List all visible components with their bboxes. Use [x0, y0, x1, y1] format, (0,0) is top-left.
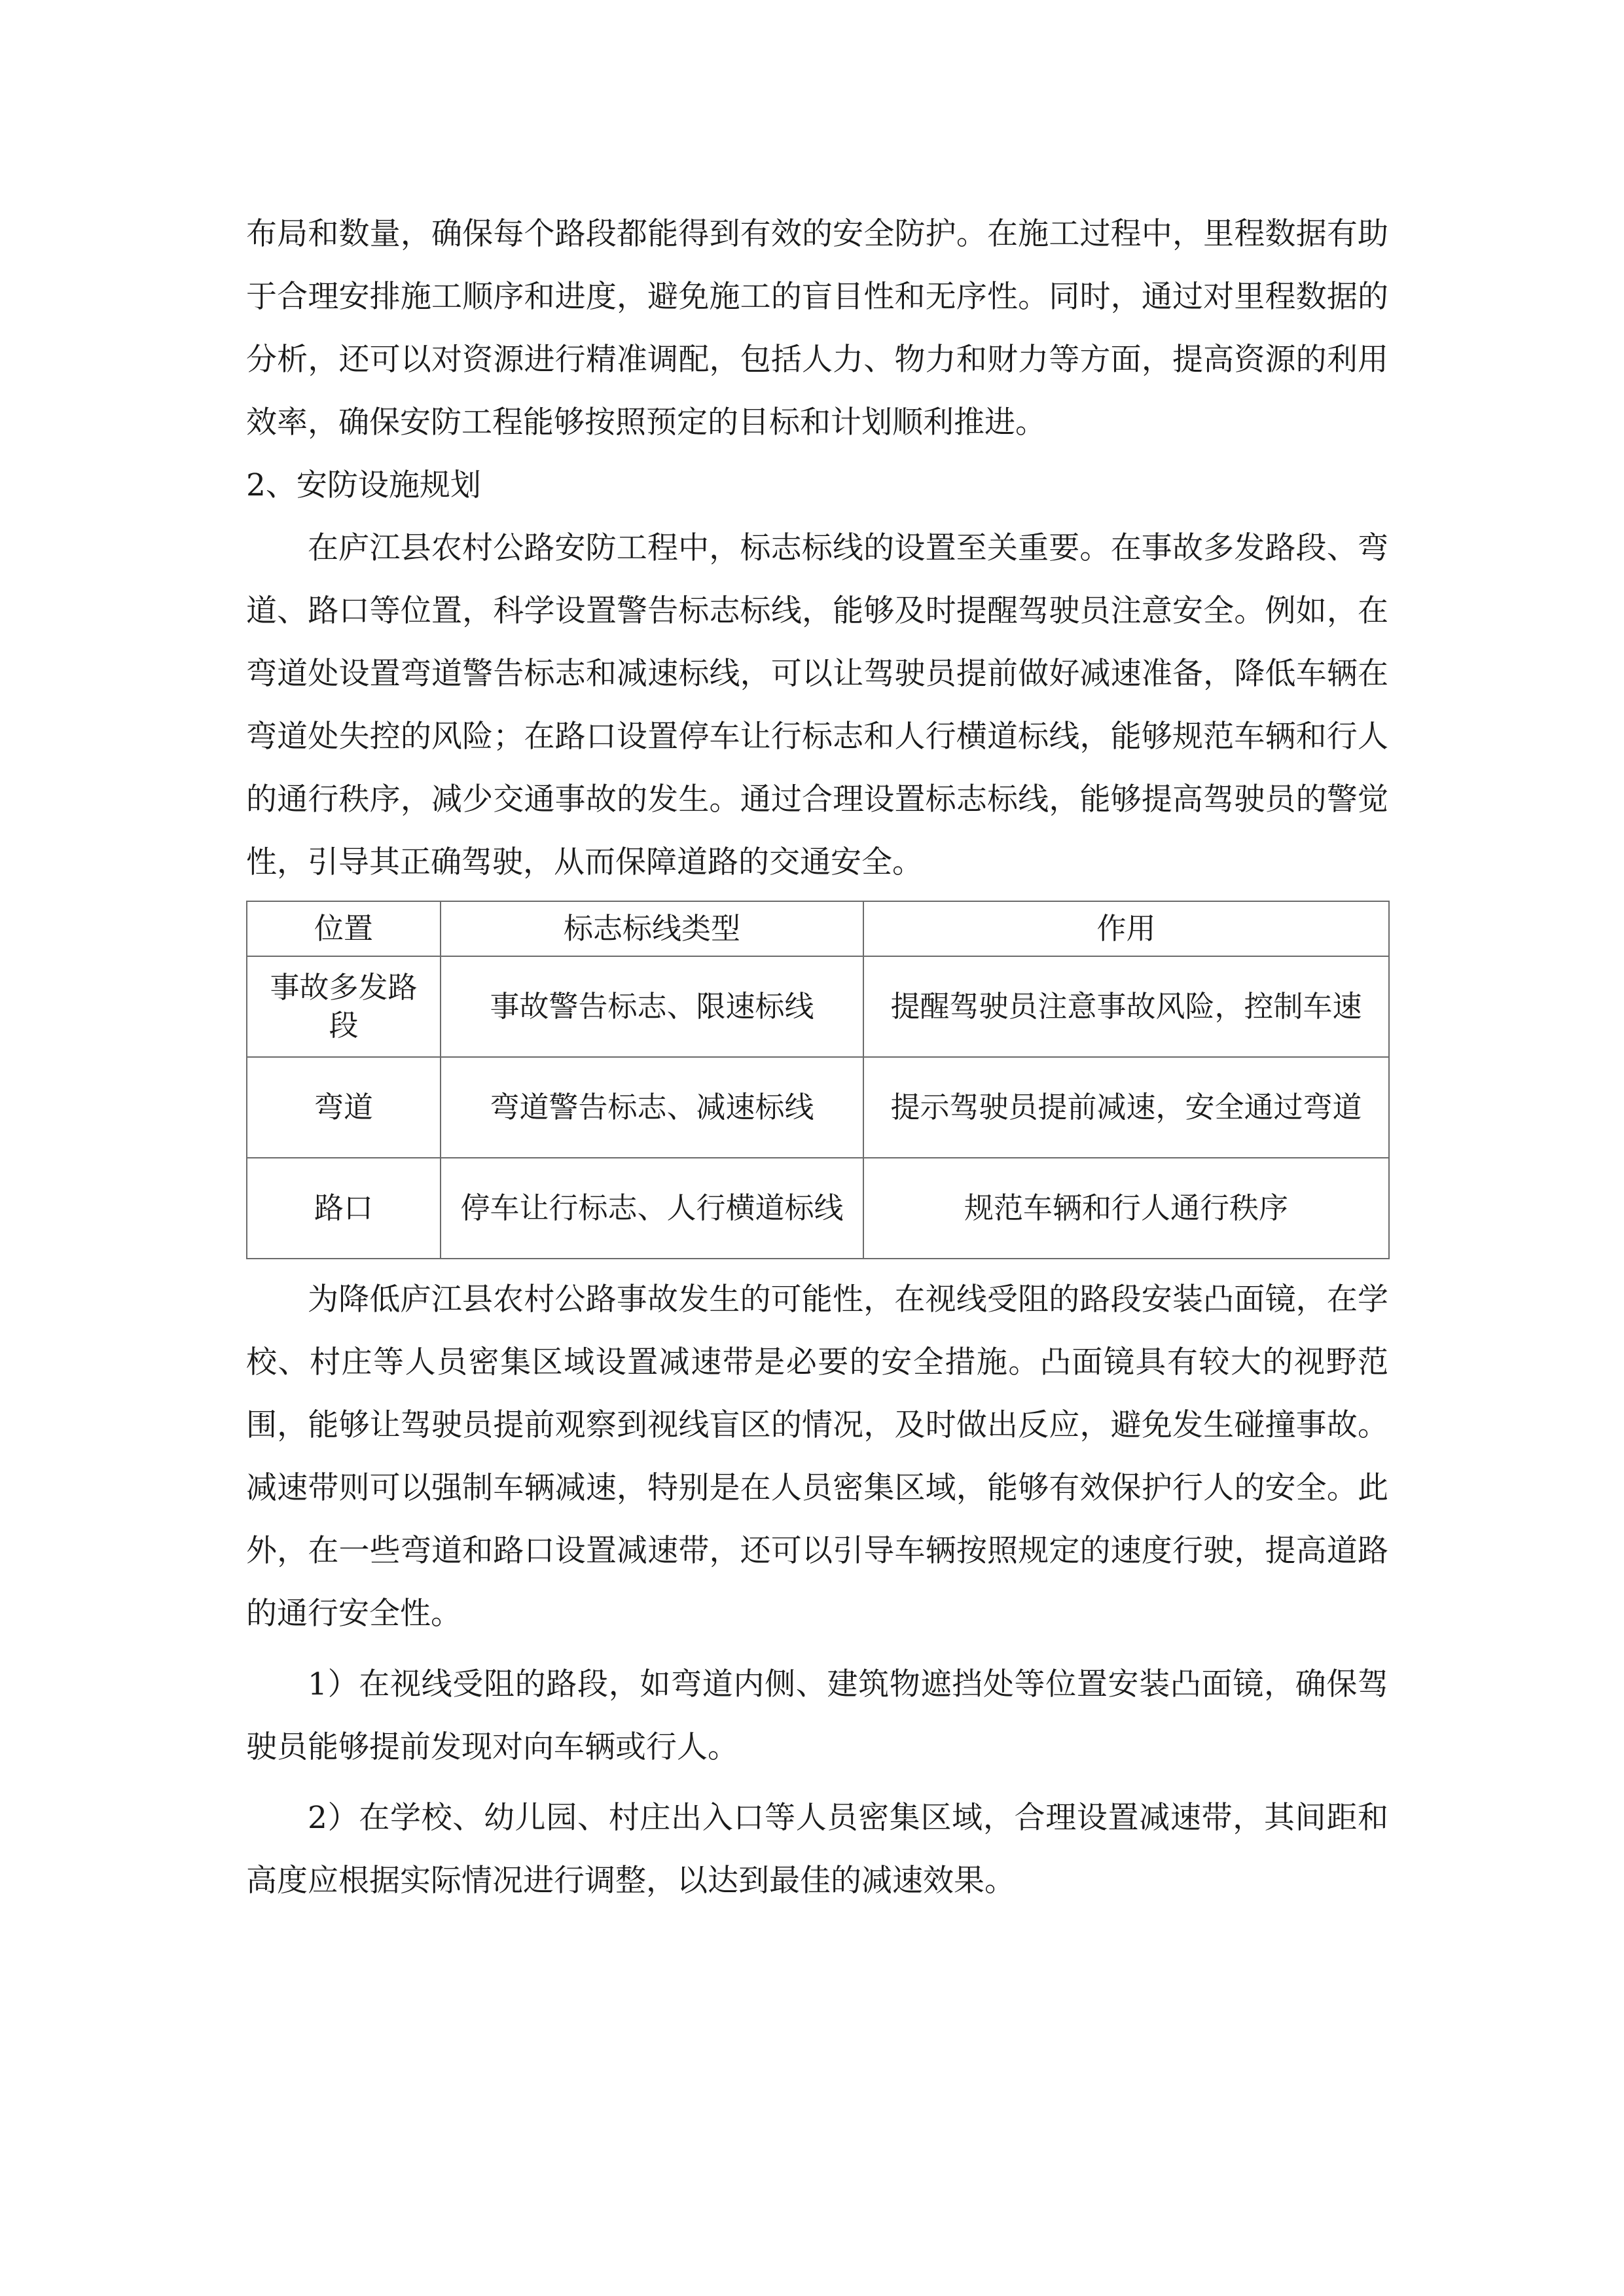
table-cell: 规范车辆和行人通行秩序	[863, 1158, 1389, 1259]
table-cell: 弯道	[247, 1057, 441, 1158]
table-cell: 提醒驾驶员注意事故风险，控制车速	[863, 956, 1389, 1057]
table-cell: 路口	[247, 1158, 441, 1259]
section-heading: 2、安防设施规划	[246, 467, 481, 503]
table-cell: 事故多发路段	[247, 956, 441, 1057]
table-header-cell: 标志标线类型	[441, 901, 863, 956]
continuation-paragraph: 布局和数量，确保每个路段都能得到有效的安全防护。在施工过程中，里程数据有助于合理安排施工顺序和进度，避免施工的盲目性和无序性。同时，通过对里程数据的分析，还可以对资源进行精准调配，包括人力、物力和财力等方面，提高资源的利用效率，确保安防工程能够按照预定的目标和计划顺利推进。	[246, 216, 1388, 440]
signs-table	[246, 901, 1390, 1259]
table-header-cell: 位置	[247, 901, 441, 956]
signs-paragraph: 在庐江县农村公路安防工程中，标志标线的设置至关重要。在事故多发路段、弯道、路口等位置，科学设置警告标志标线，能够及时提醒驾驶员注意安全。例如，在弯道处设置弯道警告标志和减速标线，可以让驾驶员提前做好减速准备，降低车辆在弯道处失控的风险；在路口设置停车让行标志和人行横道标线，能够规范车辆和行人的通行秩序，减少交通事故的发生。通过合理设置标志标线，能够提高驾驶员的警觉性，引导其正确驾驶，从而保障道路的交通安全。	[246, 530, 1388, 880]
document-body	[246, 203, 1388, 1912]
table-cell: 弯道警告标志、减速标线	[441, 1057, 863, 1158]
list-item: 2）在学校、幼儿园、村庄出入口等人员密集区域，合理设置减速带，其间距和高度应根据实际情况进行调整，以达到最佳的减速效果。	[246, 1800, 1388, 1899]
table-row	[247, 1057, 1389, 1158]
table-row	[247, 1158, 1389, 1259]
table-cell: 停车让行标志、人行横道标线	[441, 1158, 863, 1259]
table-cell: 提示驾驶员提前减速，安全通过弯道	[863, 1057, 1389, 1158]
table-header-row	[247, 901, 1389, 956]
table-cell: 事故警告标志、限速标线	[441, 956, 863, 1057]
table-header-cell: 作用	[863, 901, 1389, 956]
list-item: 1）在视线受阻的路段，如弯道内侧、建筑物遮挡处等位置安装凸面镜，确保驾驶员能够提前发现对向车辆或行人。	[246, 1666, 1388, 1765]
mirrors-paragraph: 为降低庐江县农村公路事故发生的可能性，在视线受阻的路段安装凸面镜，在学校、村庄等人员密集区域设置减速带是必要的安全措施。凸面镜具有较大的视野范围，能够让驾驶员提前观察到视线盲区的情况，及时做出反应，避免发生碰撞事故。减速带则可以强制车辆减速，特别是在人员密集区域，能够有效保护行人的安全。此外，在一些弯道和路口设置减速带，还可以引导车辆按照规定的速度行驶，提高道路的通行安全性。	[246, 1282, 1388, 1632]
table-row	[247, 956, 1389, 1057]
